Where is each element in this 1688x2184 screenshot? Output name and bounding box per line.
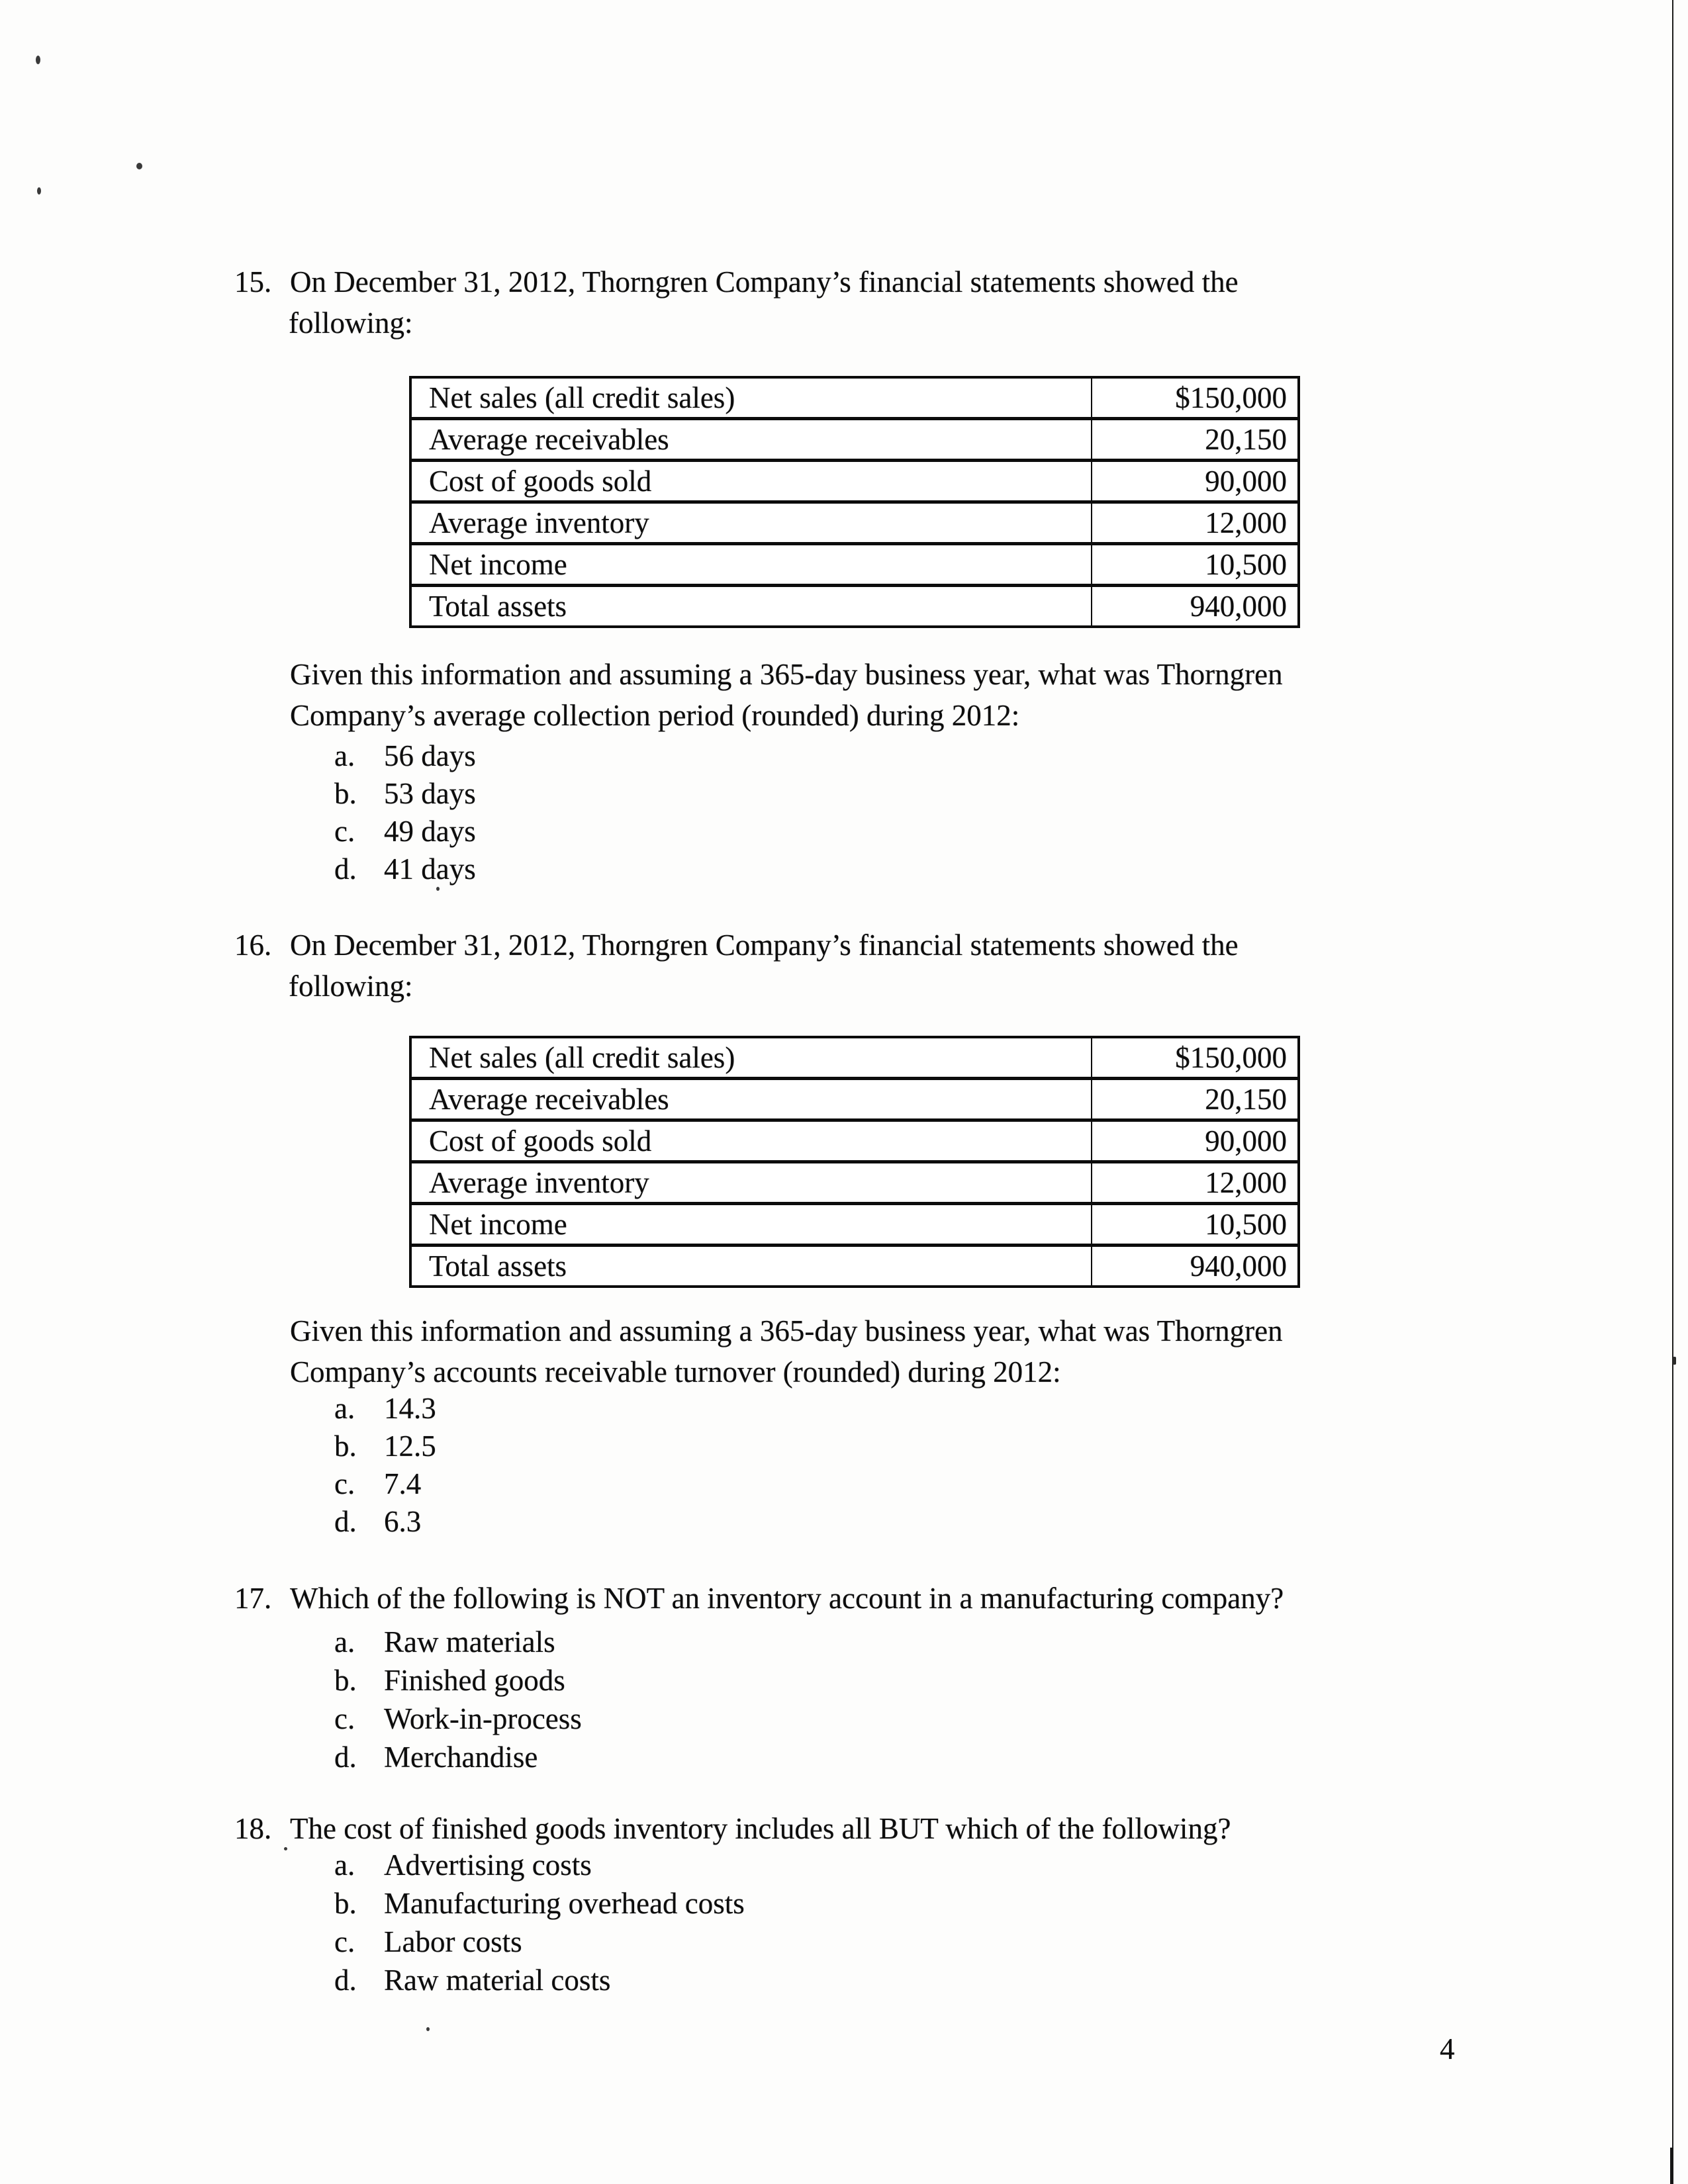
option-letter: c. [334,1467,355,1500]
row-label: Total assets [410,586,1092,627]
option-text: Labor costs [384,1925,522,1958]
option-b [334,1661,582,1700]
row-label: Net sales (all credit sales) [410,377,1092,419]
question-15-heading [234,263,1239,300]
option-text: 6.3 [384,1505,422,1538]
option-text: 12.5 [384,1430,436,1463]
given-line1: Given this information and assuming a 365-day business year, what was Thorngren [290,1314,1283,1347]
row-value: 20,150 [1092,419,1299,461]
question-16-number: 16. [234,929,272,962]
option-b [334,775,476,813]
option-letter: c. [334,1702,355,1735]
option-text: 7.4 [384,1467,422,1500]
scan-speck [426,2027,430,2031]
row-value: 10,500 [1092,544,1299,586]
row-label: Net sales (all credit sales) [410,1037,1092,1079]
option-text: Finished goods [384,1664,565,1697]
option-text: Advertising costs [384,1848,592,1882]
question-15-text-line1: On December 31, 2012, Thorngren Company’s financial statements showed the [290,265,1239,298]
option-letter: b. [334,1664,357,1697]
row-value: 10,500 [1092,1204,1299,1246]
scan-speck [36,56,40,64]
option-text: 53 days [384,777,476,810]
question-15-text-line2: following: [289,306,413,340]
option-d [334,1503,436,1541]
financial-table-q15 [409,376,1300,628]
option-c [334,1465,436,1503]
row-value: $150,000 [1175,381,1287,414]
row-label: Net income [410,544,1092,586]
option-letter: a. [334,1392,355,1425]
question-17-heading [234,1580,1284,1617]
question-16-options [334,1390,436,1541]
row-label: Total assets [410,1246,1092,1287]
option-letter: b. [334,777,357,810]
row-label: Average inventory [410,1162,1092,1204]
option-letter: a. [334,739,355,772]
row-label: Cost of goods sold [410,1120,1092,1162]
option-c [334,1923,745,1961]
table-row [410,377,1299,419]
option-letter: d. [334,852,357,886]
question-17-options [334,1623,582,1776]
option-text: Raw material costs [384,1964,611,1997]
table-row [410,1079,1299,1120]
page-number: 4 [1440,2032,1455,2066]
option-text: 49 days [384,815,476,848]
option-letter: d. [334,1505,357,1538]
option-letter: c. [334,815,355,848]
given-line1: Given this information and assuming a 365-day business year, what was Thorngren [290,658,1283,691]
option-c [334,813,476,850]
table-row [410,1246,1299,1287]
question-16-heading [234,927,1239,964]
question-16-text-line1: On December 31, 2012, Thorngren Company’s financial statements showed the [290,929,1239,962]
financial-table-q16 [409,1036,1300,1288]
question-18-number: 18. [234,1812,272,1845]
option-a [334,1623,582,1661]
question-15-options [334,737,476,888]
question-17-text-line1: Which of the following is NOT an inventory account in a manufacturing company? [290,1582,1284,1615]
option-letter: b. [334,1887,357,1920]
table-row [410,1204,1299,1246]
row-value: 940,000 [1092,586,1299,627]
question-18-heading [234,1810,1231,1847]
option-a [334,737,476,775]
table-row [410,502,1299,544]
row-value: 90,000 [1092,461,1299,502]
option-text: 41 days [384,852,476,886]
option-letter: d. [334,1964,357,1997]
question-16-text-line2: following: [289,970,413,1003]
option-letter: b. [334,1430,357,1463]
option-d [334,850,476,888]
table-row [410,461,1299,502]
scan-speck [37,187,41,195]
table-row [410,1120,1299,1162]
option-text: Work-in-process [384,1702,582,1735]
option-c [334,1700,582,1738]
table-row [410,586,1299,627]
option-text: Manufacturing overhead costs [384,1887,745,1920]
option-b [334,1884,745,1923]
row-label: Average receivables [410,419,1092,461]
question-15-given-paragraph [290,654,1283,736]
scan-edge-line [1672,0,1673,2184]
row-label: Net income [410,1204,1092,1246]
row-label: Average inventory [410,502,1092,544]
option-b [334,1428,436,1465]
row-value: 12,000 [1092,1162,1299,1204]
scan-edge-smudge [1670,2148,1673,2184]
question-18-text-line1: The cost of finished goods inventory includes all BUT which of the following? [290,1812,1231,1845]
table-row [410,419,1299,461]
row-value: 940,000 [1092,1246,1299,1287]
option-letter: a. [334,1848,355,1882]
row-value: $150,000 [1175,1041,1287,1074]
row-label: Average receivables [410,1079,1092,1120]
option-a [334,1846,745,1884]
option-text: 56 days [384,739,476,772]
option-d [334,1738,582,1776]
table-row [410,1162,1299,1204]
row-label: Cost of goods sold [410,461,1092,502]
table-row [410,1037,1299,1079]
question-15-number: 15. [234,265,272,298]
scan-speck [284,1847,287,1850]
row-value: 20,150 [1092,1079,1299,1120]
question-16-given-paragraph [290,1310,1283,1392]
option-letter: d. [334,1741,357,1774]
scan-edge-dot [1673,1357,1676,1365]
table-row [410,544,1299,586]
option-letter: c. [334,1925,355,1958]
question-18-options [334,1846,745,1999]
given-line2: Company’s average collection period (rounded) during 2012: [290,699,1020,732]
option-text: 14.3 [384,1392,436,1425]
row-value: 12,000 [1092,502,1299,544]
option-text: Merchandise [384,1741,538,1774]
option-d [334,1961,745,1999]
option-a [334,1390,436,1428]
given-line2: Company’s accounts receivable turnover (rounded) during 2012: [290,1355,1061,1388]
scan-speck [136,163,142,169]
option-text: Raw materials [384,1625,555,1659]
row-value: 90,000 [1092,1120,1299,1162]
question-17-number: 17. [234,1582,272,1615]
option-letter: a. [334,1625,355,1659]
